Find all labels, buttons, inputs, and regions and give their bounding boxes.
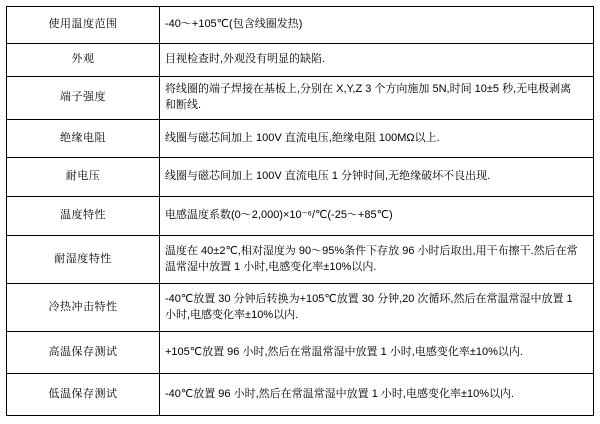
row-label: 耐电压 — [7, 158, 160, 197]
table-row — [7, 236, 594, 284]
row-label: 耐湿度特性 — [7, 236, 160, 284]
value-line: +105℃放置 96 小时,然后在常温常湿中放置 1 小时,电感变化率±10%以内. — [165, 345, 523, 358]
table-row — [7, 7, 594, 44]
value-line: 电感温度系数(0～2,000)×10⁻⁶/℃(-25～+85℃) — [165, 209, 393, 222]
table-row — [7, 284, 594, 332]
table-row — [7, 158, 594, 197]
specification-table — [6, 6, 594, 416]
value-line: 线圈与磁芯间加上 100V 直流电压,绝缘电阻 100MΩ以上. — [165, 131, 440, 144]
table-body — [7, 7, 594, 416]
value-line: -40～+105℃(包含线圈发热) — [165, 18, 303, 31]
row-value — [160, 197, 594, 236]
row-value — [160, 7, 594, 44]
row-label: 使用温度范围 — [7, 7, 160, 44]
table-row — [7, 77, 594, 120]
value-line: 温常湿中放置 1 小时,电感变化率±10%以内. — [165, 260, 377, 273]
row-label: 温度特性 — [7, 197, 160, 236]
row-value — [160, 77, 594, 120]
table-row — [7, 44, 594, 77]
row-value — [160, 374, 594, 416]
row-label: 绝缘电阻 — [7, 120, 160, 158]
value-line: 小时,电感变化率±10%以内. — [165, 308, 299, 321]
row-label: 高温保存测试 — [7, 332, 160, 374]
value-line: 目视检查时,外观没有明显的缺陷. — [165, 53, 326, 66]
value-line: 和断线. — [165, 99, 202, 111]
row-label: 低温保存测试 — [7, 374, 160, 416]
row-value — [160, 44, 594, 77]
table-row — [7, 332, 594, 374]
row-value — [160, 158, 594, 197]
value-line: 温度在 40±2℃,相对湿度为 90～95%条件下存放 96 小时后取出,用干布擦干.然后在常 — [165, 244, 578, 257]
value-line: 线圈与磁芯间加上 100V 直流电压 1 分钟时间,无绝缘破坏不良出现. — [165, 170, 491, 183]
row-value — [160, 332, 594, 374]
row-label: 外观 — [7, 44, 160, 77]
value-line: -40℃放置 96 小时,然后在常温常湿中放置 1 小时,电感变化率±10%以内. — [165, 387, 515, 400]
row-value — [160, 236, 594, 284]
value-line: 将线圈的端子焊接在基板上,分别在 X,Y,Z 3 个方向施加 5N,时间 10±5 秒,无电极剥离 — [165, 83, 572, 96]
table-row — [7, 197, 594, 236]
row-value — [160, 120, 594, 158]
table-row — [7, 374, 594, 416]
value-line: -40℃放置 30 分钟后转换为+105℃放置 30 分钟,20 次循环,然后在常温常湿中放置 1 — [165, 292, 573, 305]
row-label: 端子强度 — [7, 77, 160, 120]
table-row — [7, 120, 594, 158]
row-value — [160, 284, 594, 332]
row-label: 冷热冲击特性 — [7, 284, 160, 332]
